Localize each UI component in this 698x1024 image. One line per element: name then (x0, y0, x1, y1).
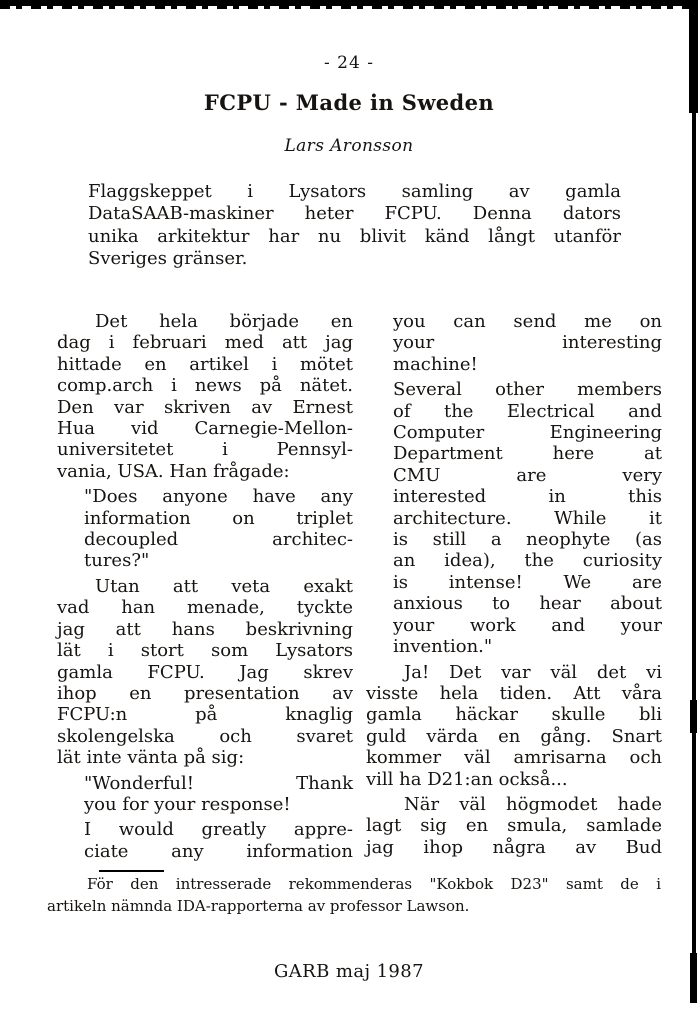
text-line: Ja! Det var väl det vi (404, 661, 662, 683)
quoted-paragraph (57, 486, 353, 572)
text-line: "Wonderful! Thank (84, 772, 353, 794)
text-line: unika arkitektur har nu blivit känd långt utanför (88, 225, 621, 247)
article-title: FCPU - Made in Sweden (203, 90, 495, 115)
text-line: dag i februari med att jag (57, 332, 353, 354)
text-line: tures?" (84, 550, 150, 572)
scan-right-edge-blob (690, 700, 697, 733)
text-line: vill ha D21:an också... (366, 768, 568, 790)
text-line: Den var skriven av Ernest (57, 396, 353, 418)
text-line: "Does anyone have any (84, 486, 353, 508)
paragraph (88, 181, 621, 271)
text-line: is intense! We are (393, 571, 662, 593)
quoted-paragraph (57, 773, 353, 816)
imprint-footer: GARB maj 1987 (274, 961, 424, 982)
footnote-rule (99, 870, 164, 872)
text-line: kommer väl amrisarna och (366, 747, 662, 769)
text-line: lät i stort som Lysators (57, 640, 353, 662)
quoted-paragraph (366, 311, 662, 375)
text-line: Utan att veta exakt (95, 575, 353, 597)
text-line: Det hela började en (95, 311, 353, 332)
scan-top-edge-noise (0, 6, 698, 9)
text-line: visste hela tiden. Att våra (366, 682, 662, 704)
text-line: skolengelska och svaret (57, 725, 353, 747)
text-line: ciate any information (84, 840, 353, 862)
text-line: vad han menade, tyckte (57, 597, 353, 619)
quoted-paragraph (366, 379, 662, 657)
paragraph (47, 874, 661, 917)
text-line: hittade en artikel i mötet (57, 353, 353, 375)
left-column (57, 311, 353, 862)
text-line: FCPU:n på knaglig (57, 704, 353, 726)
text-line: invention." (393, 636, 493, 658)
text-line: DataSAAB-maskiner heter FCPU. Denna dators (88, 203, 621, 225)
paragraph (366, 794, 662, 858)
text-line: gamla häckar skulle bli (366, 704, 662, 726)
text-line: anxious to hear about (393, 593, 662, 615)
text-line: an idea), the curiosity (393, 550, 662, 572)
intro-paragraph (88, 181, 621, 271)
text-line: your interesting (393, 332, 662, 354)
text-line: machine! (393, 353, 478, 375)
text-line: När väl högmodet hade (404, 793, 662, 815)
text-line: ihop en presentation av (57, 682, 353, 704)
text-line: you for your response! (84, 793, 291, 815)
text-line: information on triplet (84, 507, 353, 529)
text-line: interested in this (393, 486, 662, 508)
text-line: of the Electrical and (393, 400, 662, 422)
text-line: Computer Engineering (393, 422, 662, 444)
page-number: - 24 - (324, 53, 374, 73)
footnote (47, 874, 661, 917)
quoted-paragraph (57, 819, 353, 862)
text-line: lagt sig en smula, samlade (366, 815, 662, 837)
text-line: universitetet i Pennsyl- (57, 439, 353, 461)
text-line: Several other members (393, 379, 662, 401)
text-line: you can send me on (393, 311, 662, 332)
text-line: Flaggskeppet i Lysators samling av gamla (88, 181, 621, 202)
text-line: Hua vid Carnegie-Mellon- (57, 418, 353, 440)
text-line: decoupled architec- (84, 529, 353, 551)
paragraph (366, 662, 662, 790)
text-line: artikeln nämnda IDA-rapporterna av professor Lawson. (47, 896, 470, 915)
text-line: architecture. While it (393, 507, 662, 529)
right-column (366, 311, 662, 858)
author-byline: Lars Aronsson (284, 136, 414, 156)
text-line: Sveriges gränser. (88, 248, 248, 270)
text-line: comp.arch i news på nätet. (57, 375, 353, 397)
text-line: Department here at (393, 443, 662, 465)
text-line: your work and your (393, 614, 662, 636)
text-line: CMU are very (393, 464, 662, 486)
text-line: gamla FCPU. Jag skrev (57, 661, 353, 683)
text-line: jag ihop några av Bud (366, 836, 662, 858)
text-line: is still a neophyte (as (393, 529, 662, 551)
paragraph (57, 576, 353, 769)
text-line: vania, USA. Han frågade: (57, 460, 290, 482)
text-line: guld värda en gång. Snart (366, 725, 662, 747)
text-line: jag att hans beskrivning (57, 618, 353, 640)
text-line: I would greatly appre- (84, 819, 353, 841)
text-line: För den intresserade rekommenderas "Kokbok D23" samt de i (87, 875, 661, 893)
paragraph (57, 311, 353, 482)
text-line: lät inte vänta på sig: (57, 747, 245, 769)
